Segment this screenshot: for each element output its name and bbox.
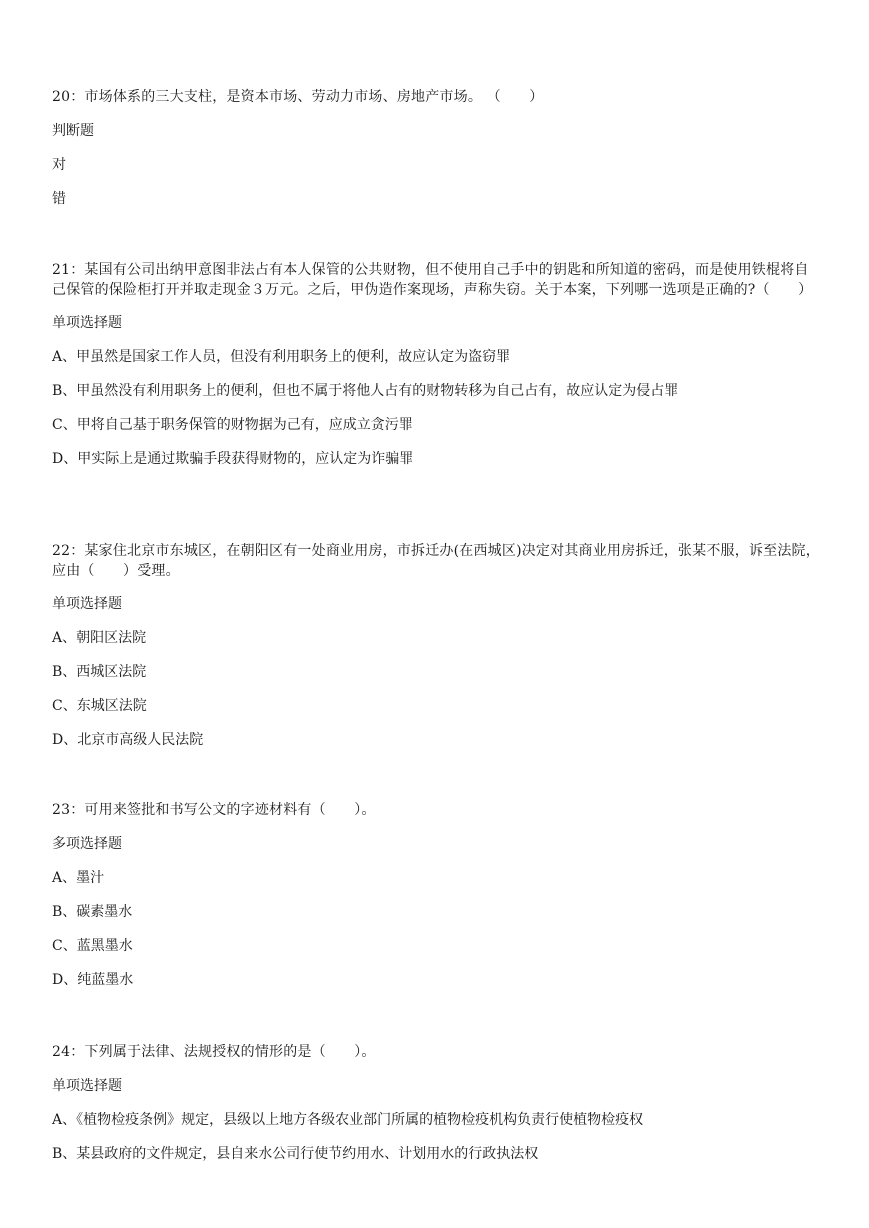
option-d: D、甲实际上是通过欺骗手段获得财物的，应认定为诈骗罪 (52, 451, 414, 467)
question-stem: 23：可用来签批和书写公文的字迹材料有（ ）。 (52, 802, 376, 818)
question-stem: 21：某国有公司出纳甲意图非法占有本人保管的公共财物，但不使用自己手中的钥匙和所知道的密码，而是使用铁棍将自己保管的保险柜打开并取走现金３万元。之后，甲伪造作案现场，声称失窃。关于本案，下列哪一选项是正确的?（ ） (52, 262, 813, 298)
question-stem: 24：下列属于法律、法规授权的情形的是（ ）。 (52, 1044, 376, 1060)
question-type: 单项选择题 (52, 1078, 122, 1094)
option-c: C、蓝黑墨水 (52, 938, 133, 954)
option-b: B、甲虽然没有利用职务上的便利，但也不属于将他人占有的财物转移为自己占有，故应认定为侵占罪 (52, 383, 679, 399)
question-type: 单项选择题 (52, 596, 122, 612)
question-24 (52, 1042, 822, 1164)
question-22 (52, 541, 822, 750)
option-b: B、西城区法院 (52, 664, 147, 680)
question-stem: 22：某家住北京市东城区，在朝阳区有一处商业用房，市拆迁办(在西城区)决定对其商业用房拆迁，张某不服，诉至法院，应由（ ）受理。 (52, 543, 820, 579)
option-a: A、《植物检疫条例》规定，县级以上地方各级农业部门所属的植物检疫机构负责行使植物检疫权 (52, 1112, 644, 1128)
question-21 (52, 260, 822, 469)
question-23 (52, 800, 822, 990)
option-b: B、某县政府的文件规定，县自来水公司行使节约用水、计划用水的行政执法权 (52, 1146, 539, 1162)
option-a: A、朝阳区法院 (52, 630, 147, 646)
option-true: 对 (52, 157, 66, 173)
option-d: D、纯蓝墨水 (52, 972, 134, 988)
option-c: C、甲将自己基于职务保管的财物据为己有，应成立贪污罪 (52, 417, 413, 433)
option-a: A、墨汁 (52, 870, 105, 886)
option-d: D、北京市高级人民法院 (52, 732, 204, 748)
option-false: 错 (52, 191, 66, 207)
option-c: C、东城区法院 (52, 698, 147, 714)
question-type: 单项选择题 (52, 315, 122, 331)
question-20 (52, 87, 822, 209)
question-type: 判断题 (52, 123, 94, 139)
question-type: 多项选择题 (52, 836, 122, 852)
question-stem: 20：市场体系的三大支柱，是资本市场、劳动力市场、房地产市场。 （ ） (52, 89, 544, 105)
option-b: B、碳素墨水 (52, 904, 133, 920)
option-a: A、甲虽然是国家工作人员，但没有利用职务上的便利，故应认定为盗窃罪 (52, 349, 511, 365)
